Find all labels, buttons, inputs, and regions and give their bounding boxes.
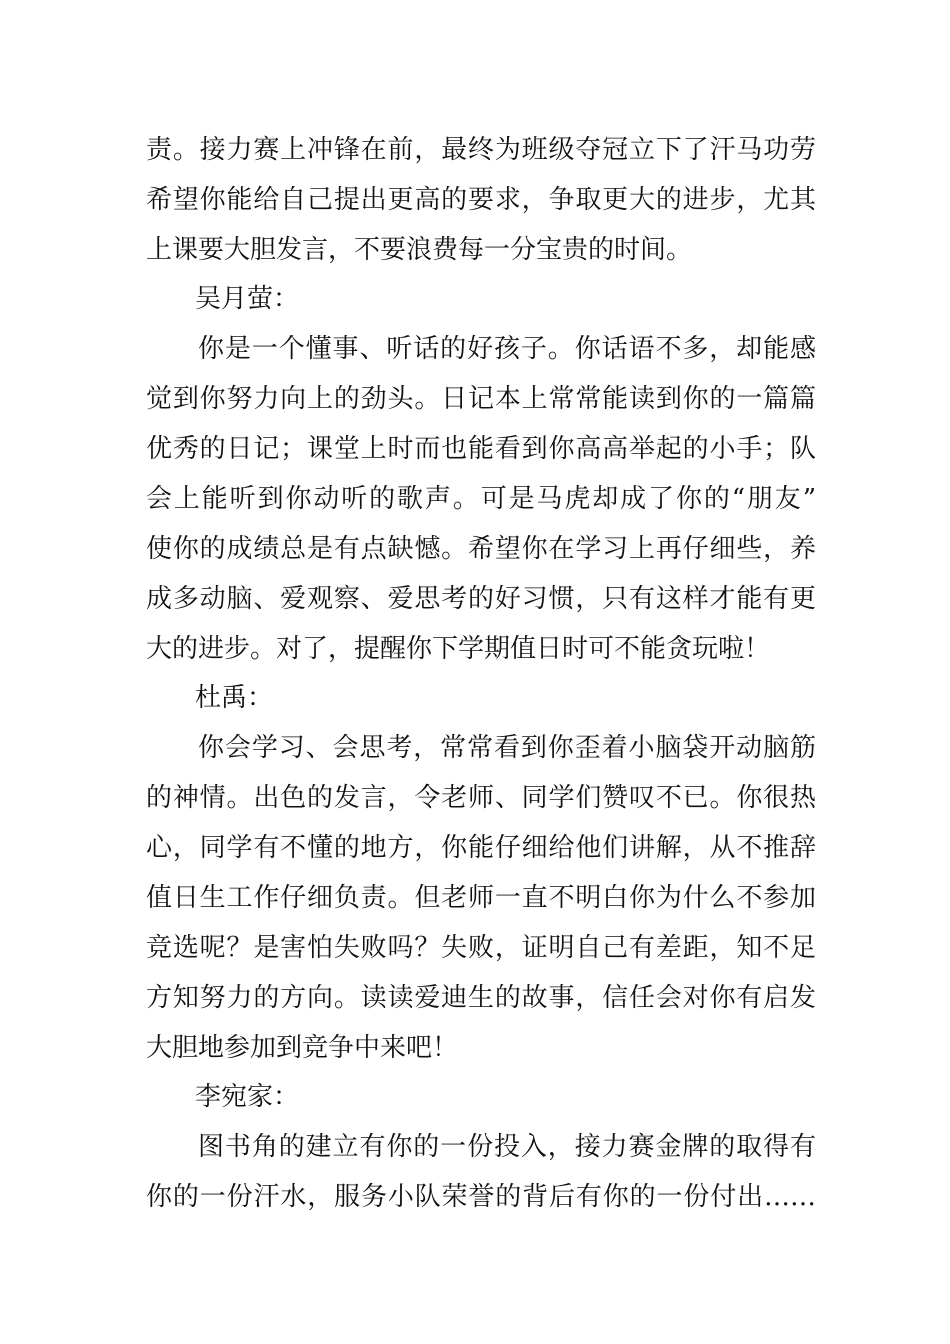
text-line: 希望你能给自己提出更高的要求，争取更大的进步，尤其 — [146, 185, 816, 215]
text-line: 图书角的建立有你的一份投入，接力赛金牌的取得有 — [198, 1132, 816, 1162]
text-line: 会上能听到你动听的歌声。可是马虎却成了你的“朋友” — [146, 484, 816, 514]
text-line: 你是一个懂事、听话的好孩子。你话语不多，却能感 — [198, 334, 816, 364]
text-line: 使你的成绩总是有点缺憾。希望你在学习上再仔细些，养 — [146, 534, 816, 564]
text-line: 竞选呢？是害怕失败吗？失败，证明自己有差距，知不足 — [146, 933, 816, 963]
text-line: 成多动脑、爱观察、爱思考的好习惯，只有这样才能有更 — [146, 584, 816, 614]
text-line: 责。接力赛上冲锋在前，最终为班级夺冠立下了汗马功劳 — [146, 135, 816, 165]
text-line: 你会学习、会思考，常常看到你歪着小脑袋开动脑筋 — [198, 733, 816, 763]
text-line: 你的一份汗水，服务小队荣誉的背后有你的一份付出…… — [146, 1182, 816, 1212]
text-line: 大胆地参加到竞争中来吧！ — [146, 1033, 459, 1063]
student-name-heading: 李宛家： — [195, 1082, 300, 1112]
text-line: 的神情。出色的发言，令老师、同学们赞叹不已。你很热 — [146, 783, 816, 813]
student-name-heading: 吴月萤： — [195, 284, 300, 314]
text-line: 值日生工作仔细负责。但老师一直不明白你为什么不参加 — [146, 883, 816, 913]
text-line: 大的进步。对了，提醒你下学期值日时可不能贪玩啦！ — [146, 634, 771, 664]
text-line: 方知努力的方向。读读爱迪生的故事，信任会对你有启发 — [146, 983, 816, 1013]
text-line: 优秀的日记；课堂上时而也能看到你高高举起的小手；队 — [146, 434, 816, 464]
text-line: 上课要大胆发言，不要浪费每一分宝贵的时间。 — [146, 235, 693, 265]
text-line: 觉到你努力向上的劲头。日记本上常常能读到你的一篇篇 — [146, 384, 816, 414]
text-line: 心，同学有不懂的地方，你能仔细给他们讲解，从不推辞 — [146, 833, 816, 863]
student-name-heading: 杜禹： — [195, 683, 274, 713]
